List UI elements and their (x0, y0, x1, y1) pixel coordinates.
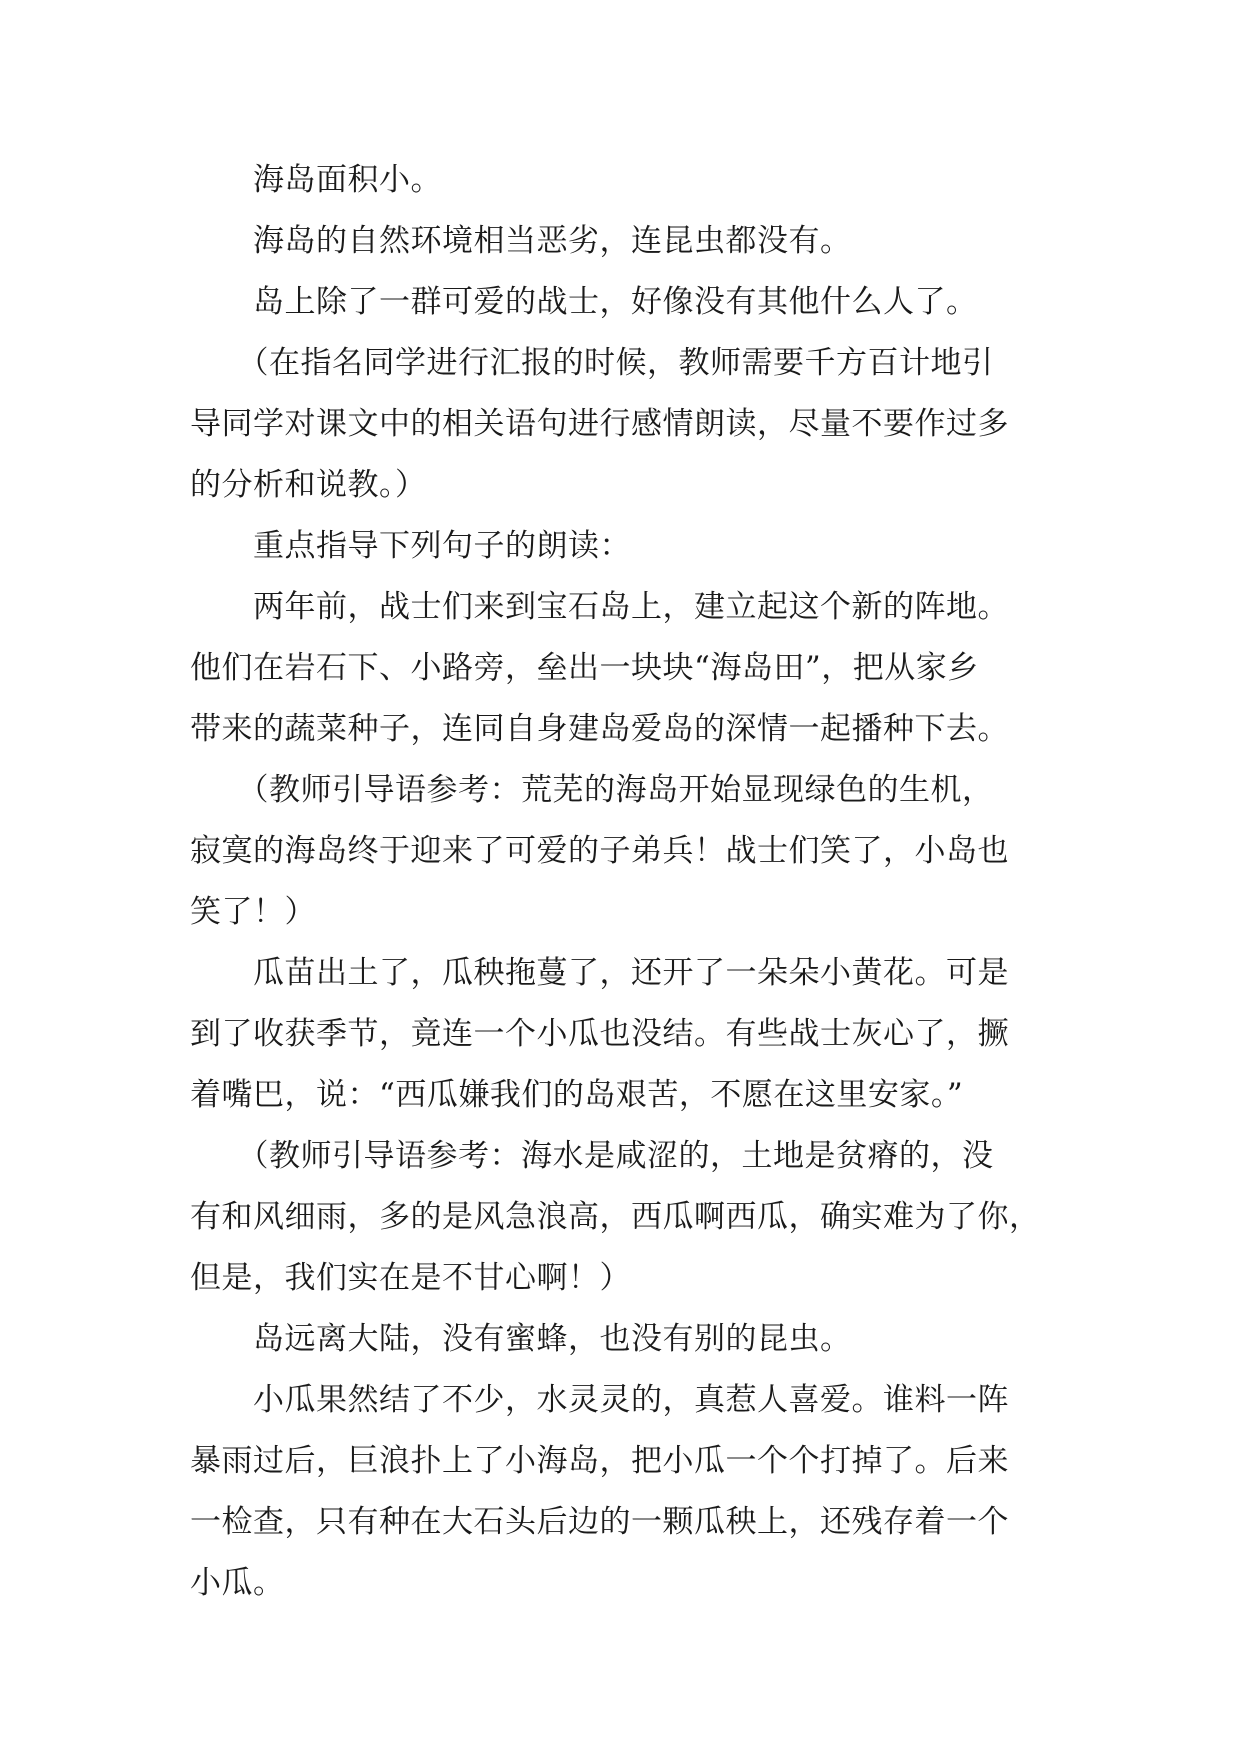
text-line: （教师引导语参考：荒芜的海岛开始显现绿色的生机， (190, 772, 994, 808)
text-line: 但是，我们实在是不甘心啊！） (190, 1260, 631, 1296)
text-line: 着嘴巴，说：“西瓜嫌我们的岛艰苦，不愿在这里安家。” (190, 1077, 964, 1113)
text-line: 一检查，只有种在大石头后边的一颗瓜秧上，还残存着一个 (190, 1504, 1009, 1540)
quoted-passage-paragraph (190, 1370, 1070, 1614)
teacher-note-paragraph (190, 333, 1070, 516)
text-line: 小瓜。 (190, 1565, 285, 1601)
quoted-passage-paragraph (190, 577, 1070, 760)
text-line: 他们在岩石下、小路旁，垒出一块块“海岛田”，把从家乡 (190, 650, 979, 686)
text-line: 带来的蔬菜种子，连同自身建岛爱岛的深情一起播种下去。 (190, 711, 1009, 747)
text-line: 的分析和说教。） (190, 467, 427, 503)
text-line: （在指名同学进行汇报的时候，教师需要千方百计地引 (190, 345, 994, 381)
text-line: 寂寞的海岛终于迎来了可爱的子弟兵！战士们笑了，小岛也 (190, 833, 1009, 869)
document-page (190, 150, 1070, 1614)
paragraph (190, 272, 1070, 333)
text-line: 导同学对课文中的相关语句进行感情朗读，尽量不要作过多 (190, 406, 1009, 442)
teacher-note-paragraph (190, 1126, 1070, 1309)
text-line: （教师引导语参考：海水是咸涩的，土地是贫瘠的，没 (190, 1138, 994, 1174)
text-line: 岛远离大陆，没有蜜蜂，也没有别的昆虫。 (190, 1321, 852, 1357)
text-line: 两年前，战士们来到宝石岛上，建立起这个新的阵地。 (190, 589, 1009, 625)
text-line: 瓜苗出土了，瓜秧拖蔓了，还开了一朵朵小黄花。可是 (190, 955, 1009, 991)
paragraph (190, 211, 1070, 272)
text-line: 重点指导下列句子的朗读： (190, 528, 631, 564)
quoted-passage-paragraph (190, 943, 1070, 1126)
text-line: 海岛面积小。 (190, 162, 442, 198)
teacher-note-paragraph (190, 760, 1070, 943)
text-line: 岛上除了一群可爱的战士，好像没有其他什么人了。 (190, 284, 978, 320)
paragraph (190, 150, 1070, 211)
quoted-passage-paragraph (190, 1309, 1070, 1370)
text-line: 到了收获季节，竟连一个小瓜也没结。有些战士灰心了，撅 (190, 1016, 1009, 1052)
text-line: 有和风细雨，多的是风急浪高，西瓜啊西瓜，确实难为了你， (190, 1199, 1041, 1235)
text-line: 笑了！） (190, 894, 316, 930)
paragraph (190, 516, 1070, 577)
text-line: 小瓜果然结了不少，水灵灵的，真惹人喜爱。谁料一阵 (190, 1382, 1009, 1418)
text-line: 海岛的自然环境相当恶劣，连昆虫都没有。 (190, 223, 852, 259)
text-line: 暴雨过后，巨浪扑上了小海岛，把小瓜一个个打掉了。后来 (190, 1443, 1009, 1479)
